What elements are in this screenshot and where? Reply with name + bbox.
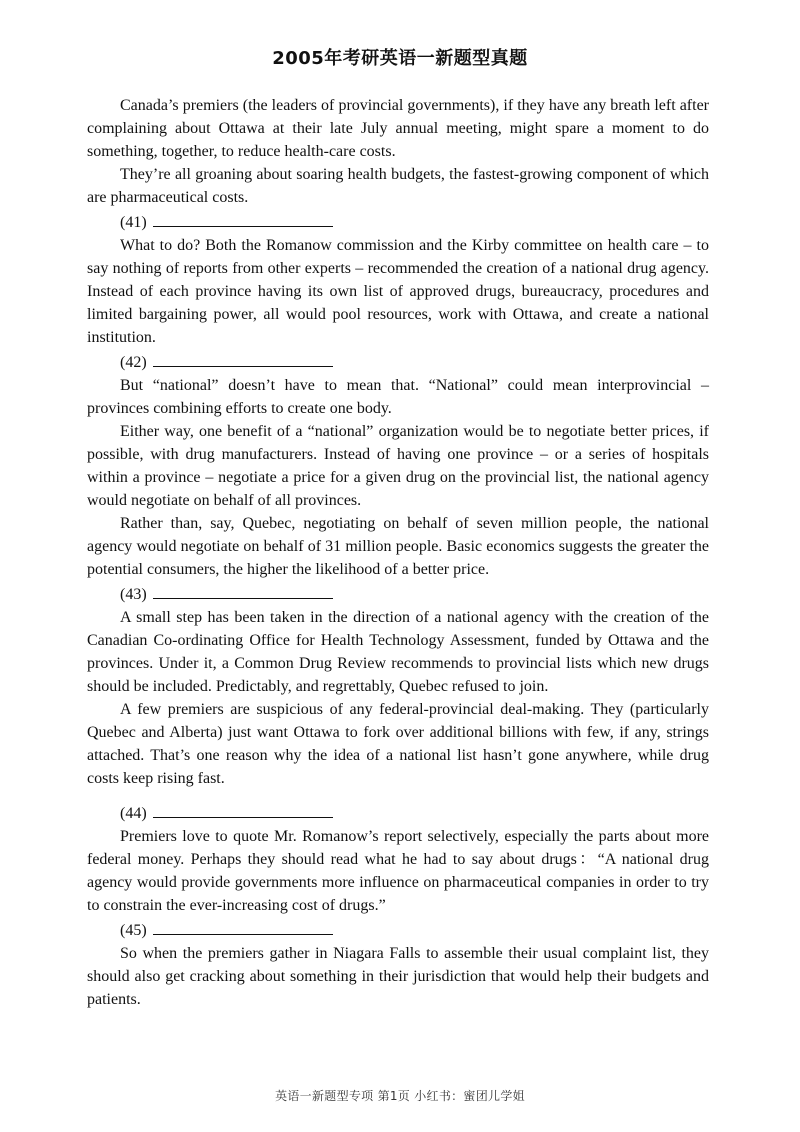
blank-44-number: (44) xyxy=(120,805,147,822)
paragraph-6: Rather than, say, Quebec, negotiating on behalf of seven million people, the national agency would negotiate on behalf of 31 million people. Basic economics suggests the greater the potential consumers, the higher the likelihood of a better price. xyxy=(87,515,709,578)
article-body xyxy=(87,94,709,1011)
paragraph-8: A few premiers are suspicious of any federal-provincial deal-making. They (particularly Quebec and Alberta) just want Ottawa to fork over additional billions with few, if any, strings attached. That’s one reason why the idea of a national list hasn’t gone anywhere, while drug costs keep rising fast. xyxy=(87,701,709,787)
blank-41-number: (41) xyxy=(120,214,147,231)
paragraph-1: Canada’s premiers (the leaders of provincial governments), if they have any breath left after complaining about Ottawa at their late July annual meeting, might spare a moment to do something, together, to reduce health-care costs. xyxy=(87,97,709,160)
blank-45[interactable] xyxy=(87,917,709,942)
blank-42-number: (42) xyxy=(120,354,147,371)
blank-44-answer-line[interactable] xyxy=(153,800,333,818)
paragraph-9: Premiers love to quote Mr. Romanow’s report selectively, especially the parts about more federal money. Perhaps they should read what he had to say about drugs：“A national drug agency would provide governments more influence on pharmaceutical companies in order to try to constrain the ever-increasing cost of drugs.” xyxy=(87,828,709,914)
blank-45-number: (45) xyxy=(120,922,147,939)
blank-43-answer-line[interactable] xyxy=(153,581,333,599)
blank-42[interactable] xyxy=(87,349,709,374)
paragraph-5: Either way, one benefit of a “national” organization would be to negotiate better prices, if possible, with drug manufacturers. Instead of having one province – or a series of hospitals within a province – negotiate a price for a given drug on the provincial list, the national agency would negotiate on behalf of all provinces. xyxy=(87,423,709,509)
blank-41-answer-line[interactable] xyxy=(153,209,333,227)
paragraph-4: But “national” doesn’t have to mean that. “National” could mean interprovincial – provinces combining efforts to create one body. xyxy=(87,377,709,417)
blank-43-number: (43) xyxy=(120,586,147,603)
page-title: 2005年考研英语一新题型真题 xyxy=(272,48,528,69)
blank-42-answer-line[interactable] xyxy=(153,349,333,367)
page-footer: 英语一新题型专项 第1页 小红书：蜜团儿学姐 xyxy=(275,1089,525,1103)
paragraph-7: A small step has been taken in the direction of a national agency with the creation of the Canadian Co-ordinating Office for Health Technology Assessment, funded by Ottawa and the provinces. Under it, a Common Drug Review recommends to provincial lists which new drugs should be included. Predictably, and regrettably, Quebec refused to join. xyxy=(87,609,709,695)
paragraph-2: They’re all groaning about soaring health budgets, the fastest-growing component of which are pharmaceutical costs. xyxy=(87,166,709,206)
paragraph-10: So when the premiers gather in Niagara Falls to assemble their usual complaint list, they should also get cracking about something in their jurisdiction that would help their budgets and patients. xyxy=(87,945,709,1008)
blank-45-answer-line[interactable] xyxy=(153,917,333,935)
blank-41[interactable] xyxy=(87,209,709,234)
blank-44[interactable] xyxy=(87,800,709,825)
blank-43[interactable] xyxy=(87,581,709,606)
paragraph-3: What to do? Both the Romanow commission and the Kirby committee on health care – to say nothing of reports from other experts – recommended the creation of a national drug agency. Instead of each province having its own list of approved drugs, bureaucracy, procedures and limited bargaining power, all would pool resources, work with Ottawa, and create a national institution. xyxy=(87,237,709,346)
